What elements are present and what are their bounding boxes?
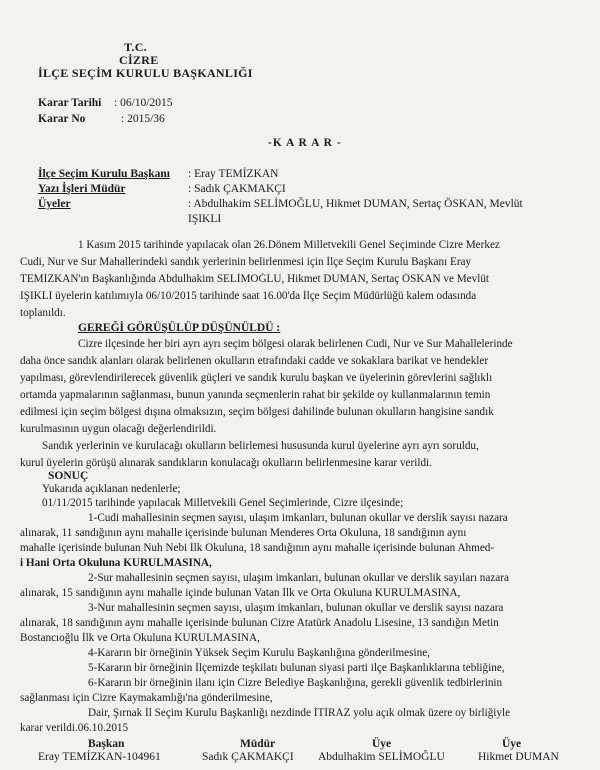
mudur-value: : Sadık ÇAKMAKÇI <box>188 183 286 195</box>
sonuc-line: alınarak, 15 sandığının aynı mahalle içinde bulunan Vatan İlk ve Orta Okuluna KURULMASINA, <box>20 587 461 599</box>
sonuc-line: Yukarıda açıklanan nedenlerle; <box>42 483 181 495</box>
gorusulup-line: Cizre ilçesinde her biri ayrı ayrı seçim bölgesi olarak belirlenen Cudi, Nur ve Sur Mahallelerinde <box>78 338 513 350</box>
karar-title: -K A R A R - <box>268 137 342 149</box>
baskan-signature-title: Başkan <box>88 738 125 750</box>
sonuc-line: alınarak, 18 sandığının aynı mahalle içerisinde bulunan Cizre Atatürk Anadolu Lisesine, 13 sandığın Metin <box>20 617 499 629</box>
intro-line: Cudi, Nur ve Sur Mahallerindeki sandık yerlerinin belirlenmesi için İlçe Seçim Kurulu Başkanı Eray <box>20 256 472 268</box>
intro-line: 1 Kasım 2015 tarihinde yapılacak olan 26.Dönem Milletvekili Genel Seçiminde Cizre Merkez <box>78 239 500 251</box>
uye2-signature-name: Hikmet DUMAN <box>478 751 559 763</box>
sonuc-line: i Hani Orta Okuluna KURULMASINA, <box>20 557 212 569</box>
gorusulup-line: Sandık yerlerinin ve kurulacağı okulların belirlemesi hususunda kurul üyelerine ayrı ayrı soruldu, <box>42 440 479 452</box>
sonuc-line: sağlanması için Cizre Kaymakamlığı'na gönderilmesine, <box>20 692 273 704</box>
sonuc-line: Bostancıoğlu İlk ve Orta Okuluna KURULMASINA, <box>20 632 260 644</box>
uye2-signature-title: Üye <box>502 738 522 750</box>
sonuc-title: SONUÇ <box>48 470 89 482</box>
uyeler-label: Üyeler <box>38 198 71 210</box>
sonuc-line: mahalle içerisinde bulunan Nuh Nebi İlk Okuluna, 18 sandığının aynı mahalle içerisinde bulunan Ahmed- <box>20 542 495 554</box>
gorusulup-line: yapılması, görevlendirilerecek güvenlik güçleri ve sandık kurulu başkan ve üyelerinin görevlerini sağlıklı <box>20 372 493 384</box>
intro-line: TEMİZKAN'ın Başkanlığında Abdulhakim SELİMOĞLU, Hikmet DUMAN, Sertaç ÖSKAN ve Mevlüt <box>20 273 490 285</box>
gorusulup-line: kurulmasının uygun olacağı değerlendirildi. <box>20 423 217 435</box>
sonuc-line: 01/11/2015 tarihinde yapılacak Milletvekili Genel Seçimlerinde, Cizre ilçesinde; <box>42 497 404 509</box>
no-label: Karar No <box>38 113 86 125</box>
mudur-signature-title: Müdür <box>240 738 276 750</box>
baskan-value: : Eray TEMİZKAN <box>188 168 279 180</box>
baskan-label: İlçe Seçim Kurulu Başkanı <box>38 168 170 180</box>
sonuc-line: Dair, Şırnak İl Seçim Kurulu Başkanlığı nezdinde İTİRAZ yolu açık olmak üzere oy birliğiyle <box>88 707 511 719</box>
sonuc-line: 3-Nur mahallesinin seçmen sayısı, ulaşım imkanları, bulunan okullar ve derslik sayısı nazara <box>88 602 504 614</box>
sonuc-line: 1-Cudi mahallesinin seçmen sayısı, ulaşım imkanları, bulunan okullar ve derslik sayısı nazara <box>88 512 508 524</box>
baskan-signature-name: Eray TEMİZKAN-104961 <box>38 751 161 763</box>
sonuc-line: alınarak, 11 sandığının aynı mahalle içerisinde bulunan Menderes Orta Okuluna, 18 sandığının aynı <box>20 527 467 539</box>
mudur-label: Yazı İşleri Müdür <box>38 183 126 195</box>
gorusulup-line: daha önce sandık alanları olarak belirlenen okulların etrafındaki cadde ve sokaklara barikat ve hendekler <box>20 355 489 367</box>
mudur-signature-name: Sadık ÇAKMAKÇI <box>202 751 294 763</box>
gorusulup-line: ortamda yapmalarının sağlanması, bunun yanında seçmenlerin rahat bir şekilde oy kullanmalarının temin <box>20 389 491 401</box>
gorusulup-title: GEREĞİ GÖRÜŞÜLÜP DÜŞÜNÜLDÜ : <box>78 322 281 334</box>
sonuc-line: karar verildi.06.10.2015 <box>20 722 129 734</box>
uye1-signature-name: Abdulhakim SELİMOĞLU <box>318 751 445 763</box>
no-value: : 2015/36 <box>121 113 165 125</box>
sonuc-line: 4-Kararın bir örneğinin Yüksek Seçim Kurulu Başkanlığına gönderilmesine, <box>88 647 430 659</box>
header-office: İLÇE SEÇİM KURULU BAŞKANLIĞI <box>38 66 253 80</box>
sonuc-line: 2-Sur mahallesinin seçmen sayısı, ulaşım imkanları, bulunan okullar ve derslik sayıları nazara <box>88 572 509 584</box>
intro-line: IŞIKLI üyelerin katılımıyla 06/10/2015 tarihinde saat 16.00'da İlçe Seçim Müdürlüğü kalem odasında <box>20 290 477 302</box>
date-value: : 06/10/2015 <box>114 97 173 109</box>
uyeler-value-2: IŞIKLI <box>188 213 222 225</box>
header-city: CİZRE <box>119 53 159 67</box>
uye1-signature-title: Üye <box>372 738 392 750</box>
sonuc-line: 5-Kararın bir örneğinin İlçemizde teşkilatı bulunan siyasi parti ilçe Başkanlıklarına tebliğine, <box>88 662 505 674</box>
uyeler-value-1: : Abdulhakim SELİMOĞLU, Hikmet DUMAN, Sertaç ÖSKAN, Mevlüt <box>188 198 523 210</box>
gorusulup-line: edilmesi için seçim bölgesi dışına olmaksızın, seçim bölgesi dahilinde bulunan okulların hangisine sandık <box>20 406 494 418</box>
intro-line: toplanıldı. <box>20 307 66 319</box>
sonuc-line: 6-Kararın bir örneğinin ilanı için Cizre Belediye Başkanlığına, gerekli güvenlik tedbirlerinin <box>88 677 503 689</box>
date-label: Karar Tarihi <box>38 97 102 109</box>
header-tc: T.C. <box>124 40 147 54</box>
gorusulup-line: kurul üyelerin görüşü alınarak sandıkların konulacağı okulların belirlenmesine karar verildi. <box>20 457 432 469</box>
